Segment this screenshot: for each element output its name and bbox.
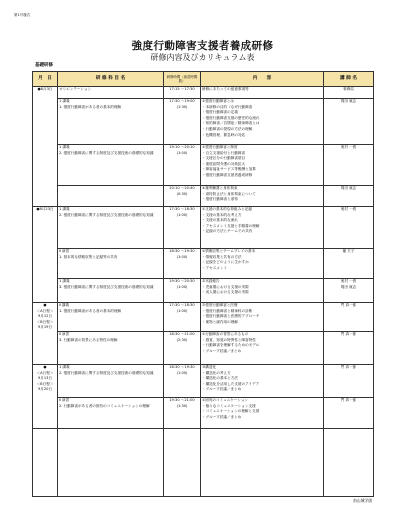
cell-line: 事務局 — [343, 87, 354, 91]
cell-line: ④権利擁護と身体拘束 — [202, 186, 238, 190]
content-cell — [201, 145, 324, 186]
cell-line: ・障害福祉サービス等報酬と加算 — [202, 167, 256, 172]
form-number: 第1号様式 — [14, 13, 31, 17]
cell-line: 19:30 ～20:30 — [169, 279, 195, 283]
content-cell — [201, 279, 324, 303]
cell-line: ● — [43, 365, 47, 369]
teacher-cell — [324, 99, 374, 145]
cell-line: ・行動障害を理解するためのモデル — [202, 343, 260, 348]
cell-line: 1. 基本的な情報収集と記録等の共有 — [59, 254, 118, 259]
subject-cell — [58, 99, 164, 145]
cell-line: ・様々なコミュニケーション支援 — [202, 403, 256, 408]
cell-line: 奥村 一貴 — [340, 145, 357, 149]
cell-line: 19:10 ～20:10 — [169, 145, 195, 149]
teacher-cell — [324, 207, 374, 249]
date-cell — [33, 87, 58, 207]
content-cell — [201, 303, 324, 332]
cell-line: ・記録をどのように生かすか — [202, 260, 249, 265]
cell-line: ●8月3日 — [37, 87, 53, 91]
content-cell — [201, 186, 324, 207]
cell-line: ・グループ討議／まとめ — [202, 414, 242, 419]
time-cell — [164, 87, 201, 99]
cell-line: ・構造化を活用した支援のアイデア — [202, 381, 260, 386]
document-subtitle: 研修内容及びカリキュラム表 — [150, 53, 255, 62]
teacher-cell — [324, 332, 374, 365]
subject-cell — [58, 87, 164, 99]
time-cell — [164, 303, 201, 332]
content-cell — [201, 332, 324, 365]
time-cell — [164, 145, 201, 186]
table-row — [33, 186, 374, 207]
cell-line: ＜B日程＞ — [36, 381, 54, 386]
subject-cell — [58, 332, 164, 365]
cell-line: 17:30 ～18:30 — [169, 207, 195, 211]
table-row — [33, 145, 374, 186]
cell-line: (1:00) — [176, 150, 188, 155]
cell-line: ● — [43, 303, 47, 307]
header-date: 月 日 — [33, 72, 58, 87]
teacher-cell — [324, 87, 374, 99]
cell-line: ・強度行動障害の定義 — [202, 110, 238, 115]
cell-line: 2. 行動障害がある者の固有のコミュニケーションの理解 — [59, 403, 150, 408]
cell-line: ①支援の基本的な枠組みと記録 — [202, 207, 252, 211]
section-label: 基礎研修 — [35, 63, 53, 68]
table-row — [33, 249, 374, 279]
cell-line: ・支援の基本的な流れ — [202, 218, 238, 223]
content-cell — [201, 249, 324, 279]
cell-line: (1:00) — [176, 254, 188, 259]
cell-line: 2. 強度行動障害に関する制度及び支援技術の基礎的な知識 — [59, 370, 154, 375]
cell-line: 9月12日 — [37, 314, 53, 319]
teacher-cell — [324, 279, 374, 303]
cell-line: 20:10 ～20:40 — [169, 186, 195, 190]
date-cell — [33, 429, 58, 497]
time-cell — [164, 279, 201, 303]
time-cell — [164, 207, 201, 249]
cell-line: 9月19日 — [37, 325, 53, 330]
cell-line: 研修にあたっての留意事項等 — [202, 87, 249, 91]
subject-cell — [58, 145, 164, 186]
subject-cell — [58, 207, 164, 249]
subject-cell — [58, 279, 164, 303]
time-cell — [164, 365, 201, 398]
cell-line: ・支援の基本的な考え方 — [202, 212, 242, 217]
cell-line: (1:00) — [176, 308, 188, 313]
table-row — [33, 332, 374, 365]
cell-line: (1:00) — [176, 370, 188, 375]
cell-line: ●8月23日 — [36, 207, 54, 211]
cell-line: 17:30 ～19:00 — [169, 99, 195, 103]
header-content: 内 容 — [201, 72, 324, 87]
cell-line: ・強度行動障害と虐待 — [202, 197, 238, 202]
teacher-cell — [324, 303, 374, 332]
cell-line: 岡田 就志 — [340, 99, 357, 103]
teacher-cell — [324, 186, 374, 207]
cell-line: 岡田 就志 — [340, 186, 357, 190]
cell-line: 門 真一郎 — [340, 303, 357, 307]
curriculum-table — [32, 71, 374, 497]
cell-line: 18:30 ～21:00 — [169, 332, 195, 336]
table-row — [33, 398, 374, 429]
subject-cell — [58, 398, 164, 429]
cell-line: ＜A日程＞ — [36, 370, 54, 375]
teacher-cell — [324, 429, 374, 497]
cell-line: (1:30) — [176, 403, 188, 408]
cell-line: 1 講義 — [59, 279, 70, 283]
cell-line: ③構造化 — [202, 365, 217, 369]
cell-line: ・アセスメント支援と手順書の理解 — [202, 223, 260, 228]
cell-line: 1 講義 — [59, 365, 70, 369]
content-cell — [201, 207, 324, 249]
cell-line: ＜B日程＞ — [36, 319, 54, 324]
content-cell — [201, 365, 324, 398]
cell-line: ・知的障害／自閉症／精神障害とは — [202, 121, 260, 126]
cell-line: ・危機管理、緊急時の対応 — [202, 132, 246, 137]
cell-line: 播 夫子 — [342, 249, 355, 253]
cell-line: Ⅱ 講義 — [59, 303, 70, 307]
cell-line: 1 講義 — [59, 145, 70, 149]
header-time: 研修時間（演習時間数） — [164, 72, 201, 87]
cell-line: ②実践報告 — [202, 279, 220, 283]
cell-line: ・成人期における支援の実際 — [202, 290, 249, 295]
content-cell — [201, 87, 324, 99]
cell-line: 9月13日 — [37, 376, 53, 381]
table-row — [33, 207, 374, 249]
cell-line: ・行動障害の発現の方法の理解 — [202, 126, 253, 131]
cell-line: 18:30 ～19:30 — [169, 365, 195, 369]
cell-line: ・情報収集と共有の方法 — [202, 254, 242, 259]
cell-line: ①強度行動障害とは — [202, 99, 234, 103]
cell-line: ・本研修の目的（なぜ行動障害 — [202, 104, 253, 109]
time-cell — [164, 398, 201, 429]
subject-cell — [58, 303, 164, 332]
cell-line: (1:00) — [176, 284, 188, 289]
cell-line: ②強度行動障害と医療 — [202, 303, 238, 307]
cell-line: 奥村 一貴 — [340, 279, 357, 283]
cell-line: 1. 強度行動障害がある者の基本的理解 — [59, 104, 122, 109]
cell-line: 18:30 ～19:30 — [169, 249, 195, 253]
date-cell — [33, 365, 58, 429]
cell-line: ・コミュニケーションの理解と支援 — [202, 409, 260, 414]
teacher-cell — [324, 398, 374, 429]
cell-line: Ⅱ 演習 — [59, 249, 70, 253]
cell-line: 2. 強度行動障害に関する制度及び支援技術の基礎的な知識 — [59, 212, 154, 217]
cell-line: 岡田 就志 — [340, 284, 357, 289]
cell-line: ・虐待防止法と身体拘束について — [202, 191, 256, 196]
cell-line: 1 講義 — [59, 207, 70, 211]
time-cell — [164, 186, 201, 207]
content-cell — [201, 429, 324, 497]
subject-cell — [58, 249, 164, 279]
cell-line: ①固有のコミュニケーション — [202, 398, 249, 402]
table-row — [33, 279, 374, 303]
cell-line: ・児童期における支援の実際 — [202, 284, 249, 289]
cell-line: 17:30 ～18:30 — [169, 303, 195, 307]
cell-line: ・強度行動障害と医療的アプローチ — [202, 314, 260, 319]
cell-line: (1:30) — [176, 104, 188, 109]
cell-line: (1:00) — [176, 212, 188, 217]
cell-line: 3. 行動障害の背景にある特性の理解 — [59, 337, 118, 342]
time-cell — [164, 99, 201, 145]
cell-line: ①行動障害の背景にあるもの — [202, 332, 249, 336]
table-row — [33, 365, 374, 398]
cell-line: 9月20日 — [37, 387, 53, 392]
cell-line: 門 真一郎 — [340, 398, 357, 402]
cell-line: ・アセスメント — [202, 265, 228, 270]
table-row — [33, 87, 374, 99]
cell-line: (2:30) — [176, 337, 188, 342]
cell-line: ・グループ討議／まとめ — [202, 348, 242, 353]
date-cell — [33, 303, 58, 365]
cell-line: ・重度訪問介護の対象拡大 — [202, 161, 246, 166]
teacher-cell — [324, 365, 374, 398]
header-subject: 研 修 科 目 名 — [58, 72, 164, 87]
table-row — [33, 303, 374, 332]
cell-line: 3. 強度行動障害に関する制度及び支援技術の基礎的な知識 — [59, 284, 154, 289]
cell-line: ・強度行動障害支援者養成研修 — [202, 172, 253, 177]
cell-line: 17:15 ～17:30 — [169, 87, 195, 91]
cell-line: ・強度行動障害支援の歴史的な流れ — [202, 115, 260, 120]
footer-note: 南山城学園 — [353, 498, 372, 503]
cell-line: (0:30) — [176, 191, 188, 196]
cell-line: 奥村 一貴 — [340, 207, 357, 211]
cell-line: ・感覚、知覚の特異性と障害特性 — [202, 337, 256, 342]
time-cell — [164, 249, 201, 279]
subject-cell — [58, 429, 164, 497]
date-cell — [33, 207, 58, 303]
cell-line: 1 講義 — [59, 99, 70, 103]
cell-line: Ⅱ 演習 — [59, 398, 70, 402]
subject-cell — [58, 365, 164, 398]
table-row — [33, 429, 374, 497]
document-title: 強度行動障害支援者養成研修 — [131, 40, 274, 52]
teacher-cell — [324, 145, 374, 186]
cell-line: ・自立支援給付と行動障害 — [202, 150, 246, 155]
cell-line: ＜A日程＞ — [36, 308, 54, 313]
cell-line: ・薬物と副作用の理解 — [202, 319, 238, 324]
cell-line: ①強度行動障害と制度 — [202, 145, 238, 149]
cell-line: 門 真一郎 — [340, 332, 357, 336]
time-cell — [164, 332, 201, 365]
cell-line: ・グループ討議／まとめ — [202, 387, 242, 392]
subject-cell — [58, 186, 164, 207]
cell-line: ①情報収集とチームプレイの基本 — [202, 249, 256, 253]
cell-line: ・構造化の基本と方法 — [202, 376, 238, 381]
cell-line: ・記録の方法とチームでの共有 — [202, 229, 253, 234]
cell-line: Ⅱ 演習 — [59, 332, 70, 336]
cell-line: ・支援区分の行動障害項目 — [202, 156, 246, 161]
time-cell — [164, 429, 201, 497]
cell-line: 1. 強度行動障害がある者の基本的理解 — [59, 308, 122, 313]
cell-line: ・強度行動障害と精神科の診断 — [202, 308, 253, 313]
cell-line: 2. 強度行動障害に関する制度及び支援技術の基礎的な知識 — [59, 150, 154, 155]
table-row — [33, 99, 374, 145]
header-teacher: 講 師 名 — [324, 72, 374, 87]
content-cell — [201, 398, 324, 429]
cell-line: ・構造化の考え方 — [202, 370, 231, 375]
content-cell — [201, 99, 324, 145]
cell-line: 門 真一郎 — [340, 365, 357, 369]
cell-line: 19:30 ～21:00 — [169, 398, 195, 402]
teacher-cell — [324, 249, 374, 279]
cell-line: オリエンテーション — [59, 87, 92, 91]
